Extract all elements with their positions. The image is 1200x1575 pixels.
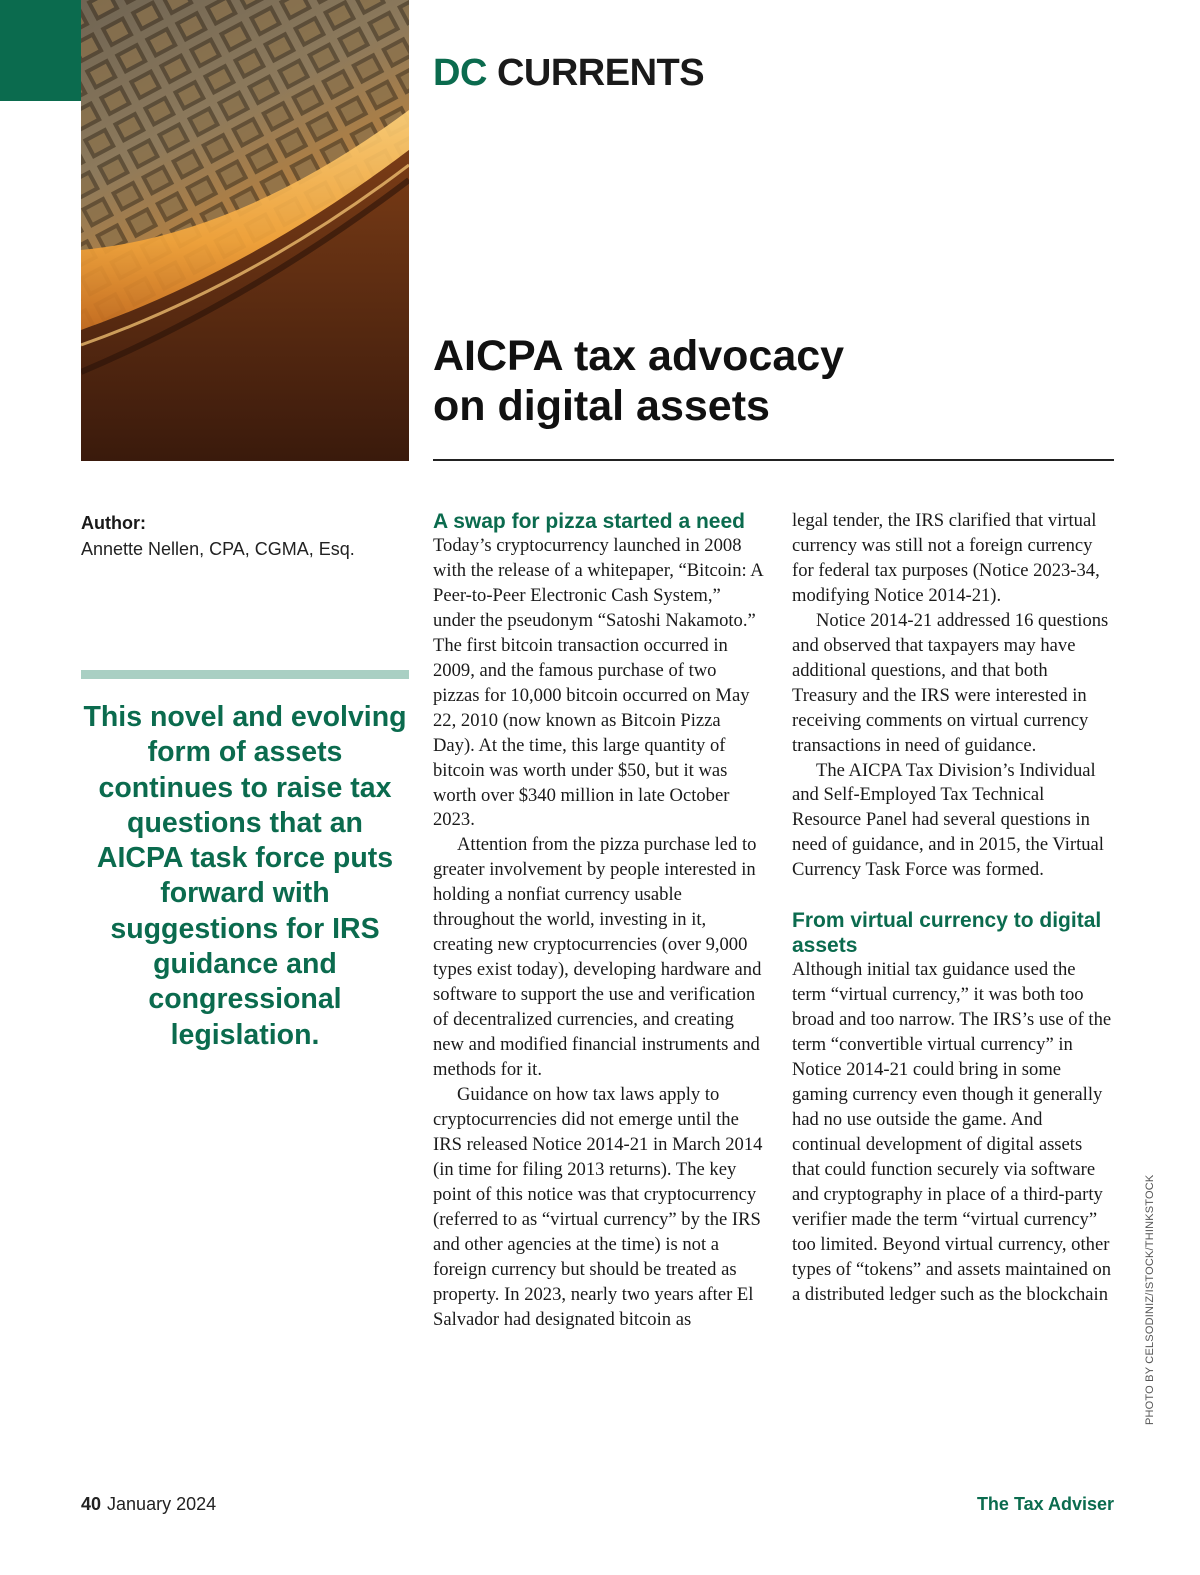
section-label: [433, 50, 704, 96]
author-name: Annette Nellen, CPA, CGMA, Esq.: [81, 539, 355, 559]
pull-quote-rule: [81, 670, 409, 679]
section-prefix: DC: [433, 52, 487, 94]
section-heading: A swap for pizza started a need: [433, 510, 745, 533]
body-column-1: [433, 509, 765, 1333]
publication-name: The Tax Adviser: [976, 1494, 1114, 1514]
pull-quote: This novel and evolving form of assets continues to raise tax questions that an AICPA task force puts forward with suggestions for IRS guidance and congressional legislation.: [83, 701, 407, 1051]
body-paragraph: legal tender, the IRS clarified that virtual currency was still not a foreign currency for federal tax purposes (Notice 2023-34, modifying Notice 2014-21).: [792, 510, 1100, 606]
metro-tunnel-photo: [81, 0, 409, 461]
author-label: Author:: [81, 513, 146, 533]
body-column-2: [792, 509, 1114, 1308]
body-paragraph: Notice 2014-21 addressed 16 questions and observed that taxpayers may have additional questions, and that both Treasury and the IRS were interested in receiving comments on virtual currency transactions in need of guidance.: [792, 609, 1109, 756]
section-color-tab: [0, 0, 81, 101]
body-paragraph: Today’s cryptocurrency launched in 2008 with the release of a whitepaper, “Bitcoin: A Peer-to-Peer Electronic Cash System,” under the pseudonym “Satoshi Nakamoto.” The first bitcoin transaction occurred in 2009, and the famous purchase of two pizzas for 10,000 bitcoin occurred on May 22, 2010 (now known as Bitcoin Pizza Day). At the time, this large quantity of bitcoin was worth under $50, but it was worth over $340 million in late October 2023.: [433, 535, 763, 831]
body-paragraph: Although initial tax guidance used the term “virtual currency,” it was both too broad and too narrow. The IRS’s use of the term “convertible virtual currency” in Notice 2014-21 could bring in some gaming currency even though it generally had no use outside the game. And continual development of digital assets that could function securely via software and cryptography in place of a third-party verifier made the term “virtual currency” too limited. Beyond virtual currency, other types of “tokens” and assets maintained on a distributed ledger such as the blockchain: [792, 959, 1112, 1305]
title-divider: [433, 459, 1114, 461]
issue-date: January 2024: [107, 1494, 217, 1514]
title-line-1: AICPA tax advocacy: [433, 332, 845, 380]
body-paragraph: Guidance on how tax laws apply to cryptocurrencies did not emerge until the IRS released Notice 2014-21 in March 2014 (in time for filing 2013 returns). The key point of this notice was that cryptocurrency (referred to as “virtual currency” by the IRS and other agencies at the time) is not a foreign currency but should be treated as property. In 2023, nearly two years after El Salvador had designated bitcoin as: [433, 1083, 763, 1330]
page-footer-left: [81, 1493, 216, 1515]
photo-credit: PHOTO BY CELSODINIZ/ISTOCK/THINKSTOCK: [1144, 1174, 1156, 1425]
body-paragraph: Attention from the pizza purchase led to greater involvement by people interested in holding a nonfiat currency usable throughout the world, investing in it, creating new cryptocurrencies (over 9,000 types exist today), developing hardware and software to support the use and verification of decentralized currencies, and creating new and modified financial instruments and methods for it.: [433, 834, 762, 1081]
article-title: [433, 331, 1113, 431]
section-name: CURRENTS: [486, 52, 705, 94]
body-paragraph: The AICPA Tax Division’s Individual and Self-Employed Tax Technical Resource Panel had several questions in need of guidance, and in 2015, the Virtual Currency Task Force was formed.: [792, 759, 1104, 881]
page-number: 40: [81, 1494, 102, 1514]
title-line-2: on digital assets: [433, 382, 770, 430]
section-heading: From virtual currency to digital assets: [792, 909, 1102, 958]
